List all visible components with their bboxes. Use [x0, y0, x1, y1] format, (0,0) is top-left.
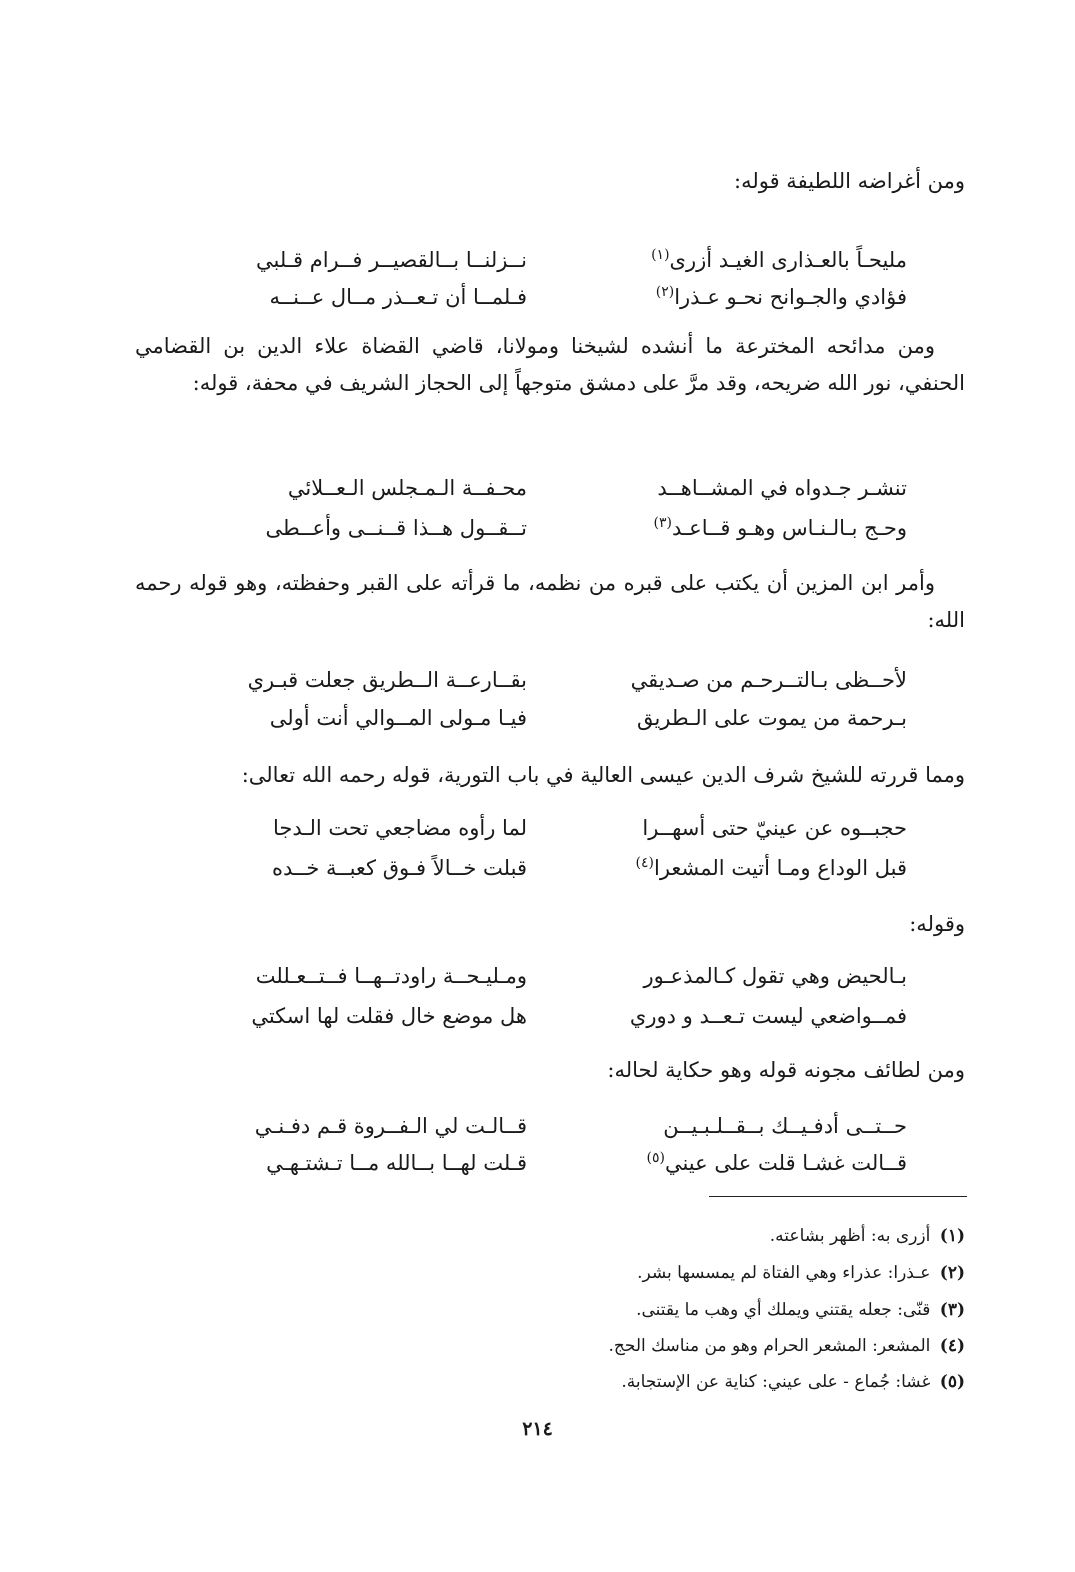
footnote-text: أزرى به: أظهر بشاعته.: [769, 1226, 931, 1246]
hemistich-text: بـرحمة من يموت على الـطريق: [636, 706, 907, 730]
verse-second-hemistich: [547, 810, 907, 846]
hemistich-text: مليحـاً بالعـذارى الغيـد أزرى: [669, 248, 907, 272]
page-number: ٢١٤: [522, 1418, 553, 1440]
footnote-number: (٥): [939, 1372, 965, 1392]
verse-line: [0, 662, 1075, 698]
footnote-text: غشا: جُماع - على عيني: كناية عن الإستجابة.: [621, 1372, 931, 1392]
hemistich-text: فمــواضعي ليست تـعــد و دوري: [629, 1004, 907, 1028]
intro-paragraph-6: ومن لطائف مجونه قوله وهو حكاية لحاله:: [607, 1058, 965, 1082]
footnote-number: (٤): [939, 1336, 965, 1356]
verse-second-hemistich: [547, 662, 907, 698]
verse-line: [0, 242, 1075, 278]
footnote: [325, 1293, 965, 1327]
verse-second-hemistich: [547, 470, 907, 506]
hemistich-text: قــالت غشـا قلت على عيني: [664, 1151, 907, 1175]
footnote-marker: (٥): [646, 1150, 665, 1166]
verse-second-hemistich: [547, 1108, 907, 1144]
verse-first-hemistich: فيـا مـولى المــوالي أنت أولى: [269, 706, 527, 730]
verse-first-hemistich: نــزلنــا بــالقصيــر فــرام قـلبي: [256, 248, 527, 272]
intro-paragraph-3: وأمر ابن المزين أن يكتب على قبره من نظمه، ما قرأته على القبر وحفظته، وهو قوله رحمه الله:: [135, 571, 965, 632]
footnote: [325, 1219, 965, 1253]
footnote-text: عـذرا: عذراء وهي الفتاة لم يمسسها بشر.: [637, 1263, 931, 1283]
intro-paragraph-5: وقوله:: [909, 912, 965, 936]
verse-line: [0, 510, 1075, 546]
verse-line: [0, 810, 1075, 846]
verse-line: [0, 1145, 1075, 1181]
intro-paragraph-2: ومن مدائحه المخترعة ما أنشده لشيخنا ومولانا، قاضي القضاة علاء الدين بن القضامي الحنفي، نور الله ضريحه، وقد مرَّ على دمشق متوجهاً إلى الحجاز الشريف في محفة، قوله:: [135, 334, 965, 395]
verse-second-hemistich: [547, 510, 907, 546]
verse-second-hemistich: [547, 998, 907, 1034]
footnote-number: (٣): [939, 1300, 965, 1320]
hemistich-text: قبل الوداع ومـا أتيت المشعرا: [653, 856, 907, 880]
verse-first-hemistich: بقــارعــة الــطريق جعلت قبـري: [247, 668, 527, 692]
verse-line: [0, 470, 1075, 506]
footnote: [325, 1256, 965, 1290]
verse-second-hemistich: [547, 958, 907, 994]
footnote-marker: (٢): [655, 284, 675, 300]
verse-second-hemistich: [547, 1145, 907, 1181]
verse-line: [0, 700, 1075, 736]
verse-first-hemistich: فـلمــا أن تـعــذر مــال عــنــه: [269, 285, 527, 309]
verse-first-hemistich: هل موضع خال فقلت لها اسكتي: [251, 1004, 527, 1028]
verse-first-hemistich: محـفــة الـمـجلس الـعــلائي: [287, 476, 527, 500]
footnote-marker: (٤): [635, 855, 654, 871]
verse-second-hemistich: [547, 850, 907, 886]
verse-first-hemistich: ومـليـحــة راودتــهــا فــتــعـللت: [255, 964, 527, 988]
hemistich-text: حجبــوه عن عينيّ حتى أسهــرا: [642, 816, 907, 840]
intro-paragraph-4: ومما قررته للشيخ شرف الدين عيسى العالية في باب التورية، قوله رحمه الله تعالى:: [241, 763, 965, 787]
footnote-divider: [709, 1196, 967, 1197]
intro-paragraph-1: ومن أغراضه اللطيفة قوله:: [734, 169, 965, 193]
hemistich-text: لأحــظى بـالتــرحـم من صـديقي: [630, 668, 907, 692]
footnote: [325, 1329, 965, 1363]
verse-line: [0, 1108, 1075, 1144]
hemistich-text: فؤادي والجـوانح نحـو عـذرا: [674, 285, 907, 309]
verse-first-hemistich: قــالـت لي الـفــروة قـم دفـنـي: [254, 1114, 527, 1138]
verse-first-hemistich: تــقــول هــذا قــنــى وأعــطى: [265, 516, 527, 540]
verse-second-hemistich: [547, 700, 907, 736]
verse-line: [0, 850, 1075, 886]
verse-line: [0, 998, 1075, 1034]
verse-first-hemistich: قـلت لهــا بــالله مــا تـشتـهـي: [266, 1151, 527, 1175]
hemistich-text: حــتــى أدفـيــك بــقــلـبـيــن: [663, 1114, 907, 1138]
footnote-text: المشعر: المشعر الحرام وهو من مناسك الحج.: [608, 1336, 931, 1356]
footnote: [325, 1365, 965, 1399]
footnote-number: (٢): [939, 1263, 965, 1283]
hemistich-text: وحـج بـالـنـاس وهـو قــاعـد: [672, 516, 907, 540]
verse-first-hemistich: لما رأوه مضاجعي تحت الـدجا: [272, 816, 527, 840]
hemistich-text: تنشـر جـدواه في المشــاهــد: [657, 476, 907, 500]
footnote-text: قنّى: جعله يقتني ويملك أي وهب ما يقتنى.: [636, 1300, 931, 1320]
verse-line: [0, 279, 1075, 315]
footnote-marker: (١): [651, 247, 670, 263]
verse-second-hemistich: [547, 242, 907, 278]
footnote-number: (١): [939, 1226, 965, 1246]
hemistich-text: بـالحيض وهي تقول كـالمذعـور: [643, 964, 907, 988]
footnote-marker: (٣): [653, 515, 672, 531]
verse-line: [0, 958, 1075, 994]
verse-second-hemistich: [547, 279, 907, 315]
verse-first-hemistich: قبلت خــالاً فـوق كعبــة خــده: [272, 856, 527, 880]
